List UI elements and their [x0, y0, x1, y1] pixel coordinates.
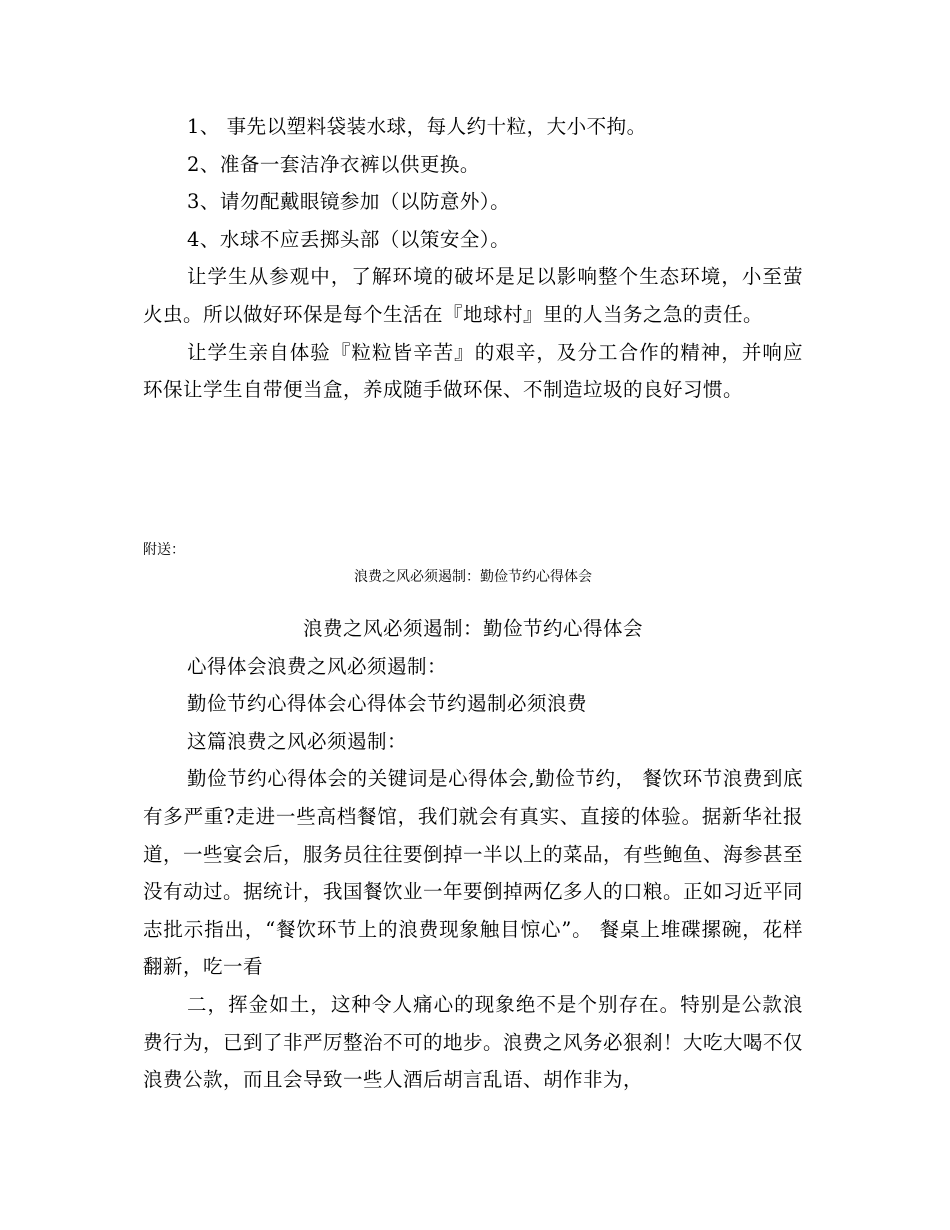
paragraph-environment: 让学生从参观中，了解环境的破坏是足以影响整个生态环境，小至萤火虫。所以做好环保是每个生活在『地球村』里的人当务之急的责任。	[143, 265, 803, 326]
article-line-3: 这篇浪费之风必须遏制：	[187, 729, 408, 753]
section-two	[143, 610, 803, 1099]
paragraph-experience: 让学生亲自体验『粒粒皆辛苦』的艰辛，及分工合作的精神，并响应环保让学生自带便当盒，养成随手做环保、不制造垃圾的良好习惯。	[143, 340, 803, 402]
section-one	[143, 108, 803, 409]
article-paragraph-1: 勤俭节约心得体会的关键词是心得体会,勤俭节约， 餐饮环节浪费到底有多严重?走进一些高档餐馆，我们就会有真实、直接的体验。据新华社报道，一些宴会后，服务员往往要倒掉一半以上的菜品，有些鲍鱼、海参甚至没有动过。据统计，我国餐饮业一年要倒掉两亿多人的口粮。正如习近平同志批示指出，“餐饮环节上的浪费现象触目惊心”。 餐桌上堆碟摞碗，花样翻新，吃一看	[143, 767, 804, 979]
list-item-4: 4、水球不应丢掷头部（以策安全）。	[187, 227, 511, 251]
article-title: 浪费之风必须遏制：勤俭节约心得体会	[302, 617, 643, 640]
list-item-2: 2、准备一套洁净衣裤以供更换。	[187, 152, 480, 176]
appendix-small-title: 浪费之风必须遏制：勤俭节约心得体会	[354, 569, 592, 585]
article-line-1: 心得体会浪费之风必须遏制：	[187, 654, 448, 678]
list-item-1: 1、 事先以塑料袋装水球，每人约十粒，大小不拘。	[187, 115, 647, 138]
article-paragraph-2: 二，挥金如土，这种令人痛心的现象绝不是个别存在。特别是公款浪费行为，已到了非严厉整治不可的地步。浪费之风务必狠刹！大吃大喝不仅浪费公款，而且会导致一些人酒后胡言乱语、胡作非为，	[143, 992, 804, 1092]
appendix-label: 附送：	[143, 542, 185, 558]
article-line-2: 勤俭节约心得体会心得体会节约遏制必须浪费	[187, 692, 588, 716]
list-item-3: 3、请勿配戴眼镜参加（以防意外）。	[187, 190, 511, 214]
